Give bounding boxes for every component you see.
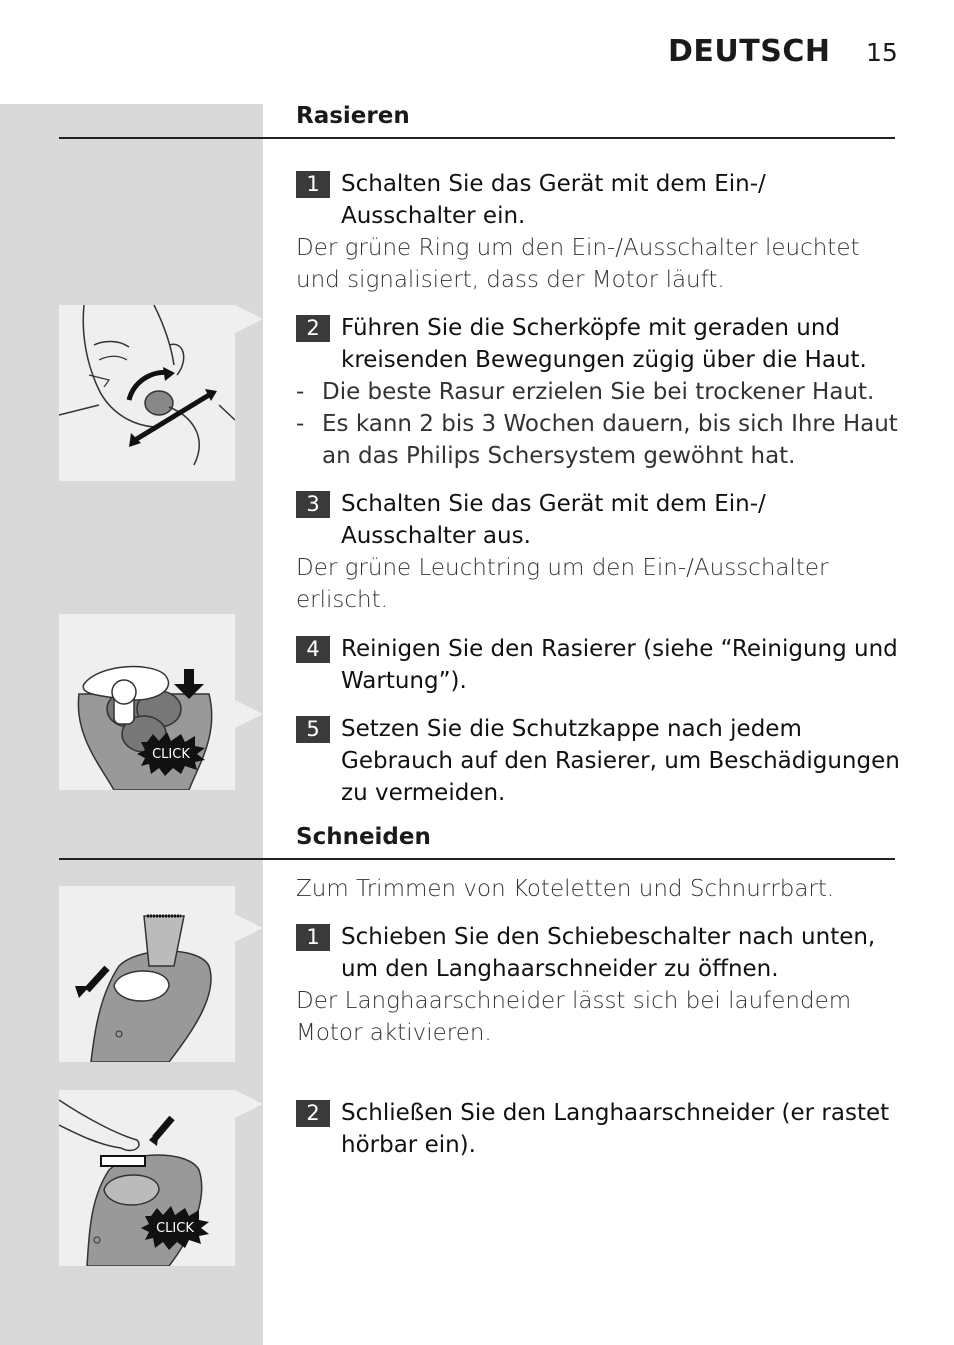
illustration-shaving-face (59, 305, 235, 481)
header-language: DEUTSCH (668, 34, 831, 69)
shaving-bullet-1 (296, 376, 906, 408)
shaving-note-1: Der grüne Ring um den Ein-/Ausschalter leuchtet und signalisiert, dass der Motor läuft. (296, 235, 860, 293)
bullet-dash: - (296, 379, 305, 405)
trimming-intro: Zum Trimmen von Koteletten und Schnurrbart. (296, 876, 835, 902)
step-text: Reinigen Sie den Rasierer (siehe “Reinigung und Wartung”). (341, 636, 898, 694)
trimming-note-1: Der Langhaarschneider lässt sich bei laufendem Motor aktivieren. (296, 988, 852, 1046)
click-label: CLICK (156, 1221, 194, 1236)
step-number: 4 (296, 636, 330, 663)
shaver-cap-drawing (59, 614, 235, 790)
shaving-bullet-2 (296, 408, 906, 472)
step-text: Führen Sie die Scherköpfe mit geraden und kreisenden Bewegungen zügig über die Haut. (341, 315, 867, 373)
section-rule-trimming (59, 858, 895, 860)
illustration-pointer (235, 914, 263, 942)
page-number: 15 (866, 38, 898, 67)
trimmer-open-drawing (59, 886, 235, 1062)
trimming-step-2 (296, 1097, 906, 1161)
step-text: Schließen Sie den Langhaarschneider (er rastet hörbar ein). (341, 1100, 890, 1158)
shaving-step-4 (296, 633, 906, 697)
step-number: 2 (296, 1100, 330, 1127)
step-text: Schalten Sie das Gerät mit dem Ein-/ Ausschalter ein. (341, 171, 766, 229)
shaving-step-3 (296, 488, 906, 552)
bullet-text: Es kann 2 bis 3 Wochen dauern, bis sich Ihre Haut an das Philips Schersystem gewöhnt hat. (322, 411, 898, 469)
shaving-step-2 (296, 312, 906, 376)
illustration-cap-click (59, 614, 235, 790)
section-title-shaving: Rasieren (296, 103, 410, 129)
illustration-pointer (235, 700, 263, 728)
illustration-pointer (235, 305, 263, 333)
step-text: Setzen Sie die Schutzkappe nach jedem Gebrauch auf den Rasierer, um Beschädigungen zu vermeiden. (341, 716, 900, 806)
step-number: 2 (296, 315, 330, 342)
illustration-trimmer-close-click (59, 1090, 235, 1266)
step-number: 1 (296, 171, 330, 198)
click-label: CLICK (152, 747, 190, 762)
section-title-trimming: Schneiden (296, 824, 431, 850)
step-number: 5 (296, 716, 330, 743)
step-text: Schieben Sie den Schiebeschalter nach unten, um den Langhaarschneider zu öffnen. (341, 924, 876, 982)
step-text: Schalten Sie das Gerät mit dem Ein-/ Ausschalter aus. (341, 491, 766, 549)
illustration-trimmer-open (59, 886, 235, 1062)
bullet-text: Die beste Rasur erzielen Sie bei trockener Haut. (322, 379, 875, 405)
shaving-step-1 (296, 168, 906, 232)
illustration-pointer (235, 1090, 263, 1118)
shaving-note-3: Der grüne Leuchtring um den Ein-/Ausschalter erlischt. (296, 555, 829, 613)
step-number: 1 (296, 924, 330, 951)
section-rule-shaving (59, 137, 895, 139)
step-number: 3 (296, 491, 330, 518)
bullet-dash: - (296, 411, 305, 437)
trimming-step-1 (296, 921, 906, 985)
shaving-step-5 (296, 713, 906, 809)
trimmer-close-drawing (59, 1090, 235, 1266)
face-shaving-drawing (59, 305, 235, 481)
